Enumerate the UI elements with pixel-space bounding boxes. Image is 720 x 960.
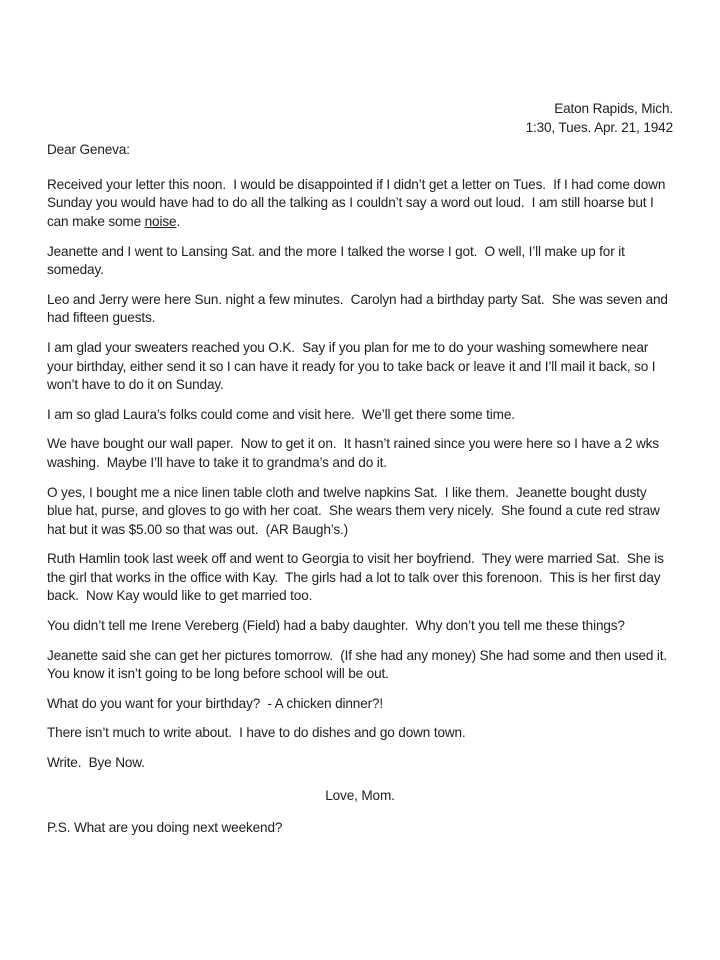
paragraph-11: What do you want for your birthday? - A chicken dinner?! <box>47 695 384 711</box>
paragraph-9: You didn’t tell me Irene Vereberg (Field) had a baby daughter. Why don’t you tell me these things? <box>47 618 625 634</box>
paragraph-1-pre: Received your letter this noon. I would be disappointed if I didn’t get a letter on Tues. If I had come down Sunday you would have had to do all the talking as I couldn’t say a word out loud. I am still hoarse but I can make some <box>47 176 669 229</box>
paragraph-2: Jeanette and I went to Lansing Sat. and the more I talked the worse I got. O well, I’ll make up for it someday. <box>47 243 629 278</box>
paragraph-1-underlined-word: noise <box>144 213 177 229</box>
paragraph-8: Ruth Hamlin took last week off and went to Georgia to visit her boyfriend. They were married Sat. She is the girl that works in the office with Kay. The girls had a lot to talk over this forenoon. This is her first day back. Now Kay would like to get married too. <box>47 551 668 604</box>
paragraph-13: Write. Bye Now. <box>47 755 145 771</box>
salutation: Dear Geneva: <box>47 142 130 158</box>
paragraph-4: I am glad your sweaters reached you O.K. Say if you plan for me to do your washing somewhere near your birthday, either send it so I can have it ready for you to take back or leave it and I’ll mail it back, so I won’t have to do it on Sunday. <box>47 339 660 393</box>
header-date: 1:30, Tues. Apr. 21, 1942 <box>525 119 673 135</box>
paragraph-3: Leo and Jerry were here Sun. night a few minutes. Carolyn had a birthday party Sat. She was seven and had fifteen guests. <box>47 291 672 326</box>
paragraph-12: There isn’t much to write about. I have to do dishes and go down town. <box>47 725 466 741</box>
paragraph-1 <box>47 176 673 232</box>
paragraph-10: Jeanette said she can get her pictures tomorrow. (If she had any money) She had some and then used it. You know it isn’t going to be long before school will be out. <box>47 647 675 682</box>
letter-header <box>47 100 673 137</box>
paragraph-7: O yes, I bought me a nice linen table cloth and twelve napkins Sat. I like them. Jeanette bought dusty blue hat, purse, and gloves to go with her coat. She wears them very nicely. She found a cute red straw hat but it was $5.00 so that was out. (AR Baugh’s.) <box>47 484 664 537</box>
paragraph-5: I am so glad Laura’s folks could come and visit here. We’ll get there some time. <box>47 406 515 422</box>
closing-signature: Love, Mom. <box>325 787 395 803</box>
header-location: Eaton Rapids, Mich. <box>554 101 673 116</box>
paragraph-6: We have bought our wall paper. Now to get it on. It hasn’t rained since you were here so I have a 2 wks washing. Maybe I’ll have to take it to grandma’s and do it. <box>47 436 663 470</box>
postscript: P.S. What are you doing next weekend? <box>47 820 283 836</box>
paragraph-1-post: . <box>176 213 181 229</box>
